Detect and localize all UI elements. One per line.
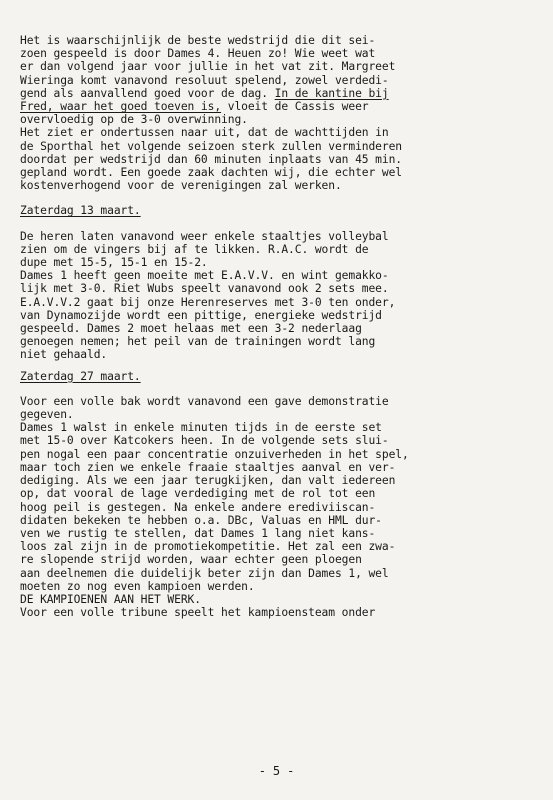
text-line: aan deelnemen die duidelijk beter zijn dan Dames 1, wel <box>20 566 389 580</box>
text-line: van Dynamozijde wordt een pittige, energieke wedstrijd <box>20 308 382 322</box>
text-line: Het ziet er ondertussen naar uit, dat de wachttijden in <box>20 126 389 140</box>
section-27-maart <box>20 370 533 620</box>
page-number: - 5 - <box>258 764 295 778</box>
text-line: gegeven. <box>20 408 74 422</box>
text-line: moeten zo nog even kampioen werden. <box>20 579 255 593</box>
section-heading: Zaterdag 27 maart. <box>20 369 141 383</box>
text-line <box>20 100 533 113</box>
text-line: Voor een volle bak wordt vanavond een gave demonstratie <box>20 394 389 408</box>
text-segment: vloeit de Cassis weer <box>221 100 369 114</box>
text-line: Voor een volle tribune speelt het kampioensteam onder <box>20 606 376 620</box>
text-line: re slopende strijd worden, waar echter geen ploegen <box>20 553 362 567</box>
text-line: op, dat vooral de lage verdediging met de rol tot een <box>20 487 376 501</box>
section-13-maart <box>20 204 533 361</box>
underlined-text: Fred, waar het goed toeven is, <box>20 100 222 114</box>
text-line: niet gehaald. <box>20 348 108 362</box>
text-segment: gend als aanvallend goed voor de dag. <box>20 86 268 100</box>
text-line: lijk met 3-0. Riet Wubs speelt vanavond ook 2 sets mee. <box>20 282 389 296</box>
text-line: pen nogal een paar concentratie onzuiverheden in het spel, <box>20 447 409 461</box>
text-line: didaten bekeken te hebben o.a. DBc, Valuas en HML dur- <box>20 513 382 527</box>
text-line: dediging. Als we een jaar terugkijken, dan valt iedereen <box>20 474 396 488</box>
text-line: E.A.V.V.2 gaat bij onze Herenreserves met 3-0 ten onder, <box>20 295 396 309</box>
text-line: met 15-0 over Katcokers heen. In de volgende sets slui- <box>20 434 389 448</box>
text-line: Het is waarschijnlijk de beste wedstrijd die dit sei- <box>20 34 376 47</box>
text-line: gespeeld. Dames 2 moet helaas met een 3-2 nederlaag <box>20 322 362 336</box>
text-line: De heren laten vanavond weer enkele staaltjes volleybal <box>20 229 389 243</box>
text-line: loos zal zijn in de promotiekompetitie. Het zal een zwa- <box>20 540 396 554</box>
text-line: Wieringa komt vanavond resoluut spelend, zowel verdedi- <box>20 73 389 87</box>
text-line: Dames 1 heeft geen moeite met E.A.V.V. en wint gemakko- <box>20 269 389 283</box>
text-line: kostenverhogend voor de verenigingen zal werken. <box>20 179 342 193</box>
section-heading: Zaterdag 13 maart. <box>20 204 141 218</box>
text-line: hoog peil is gestegen. Na enkele andere erediviiscan- <box>20 500 376 514</box>
text-line: genoegen nemen; het peil van de trainingen wordt lang <box>20 335 376 349</box>
text-line: zien om de vingers bij af te likken. R.A.C. wordt de <box>20 242 369 256</box>
text-line: de Sporthal het volgende seizoen sterk zullen verminderen <box>20 139 402 153</box>
underlined-text: In de kantine bij <box>274 86 389 100</box>
text-line: DE KAMPIOENEN AAN HET WERK. <box>20 592 201 606</box>
text-line: gepland wordt. Een goede zaak dachten wij, die echter wel <box>20 166 402 180</box>
text-line: zoen gespeeld is door Dames 4. Heuen zo! Wie weet wat <box>20 47 376 61</box>
text-line: ven we rustig te stellen, dat Dames 1 lang niet kans- <box>20 526 376 540</box>
text-line: doordat per wedstrijd dan 60 minuten inplaats van 45 min. <box>20 152 402 166</box>
text-line <box>20 87 533 100</box>
text-line: maar toch zien we enkele fraaie staaltjes aanval en ver- <box>20 460 396 474</box>
text-line: Dames 1 walst in enkele minuten tijds in de eerste set <box>20 421 382 435</box>
text-line: dupe met 15-5, 15-1 en 15-2. <box>20 256 208 270</box>
text-line: er dan volgend jaar voor jullie in het vat zit. Margreet <box>20 60 396 74</box>
text-line: overvloedig op de 3-0 overwinning. <box>20 113 248 127</box>
intro-paragraph <box>20 34 533 192</box>
